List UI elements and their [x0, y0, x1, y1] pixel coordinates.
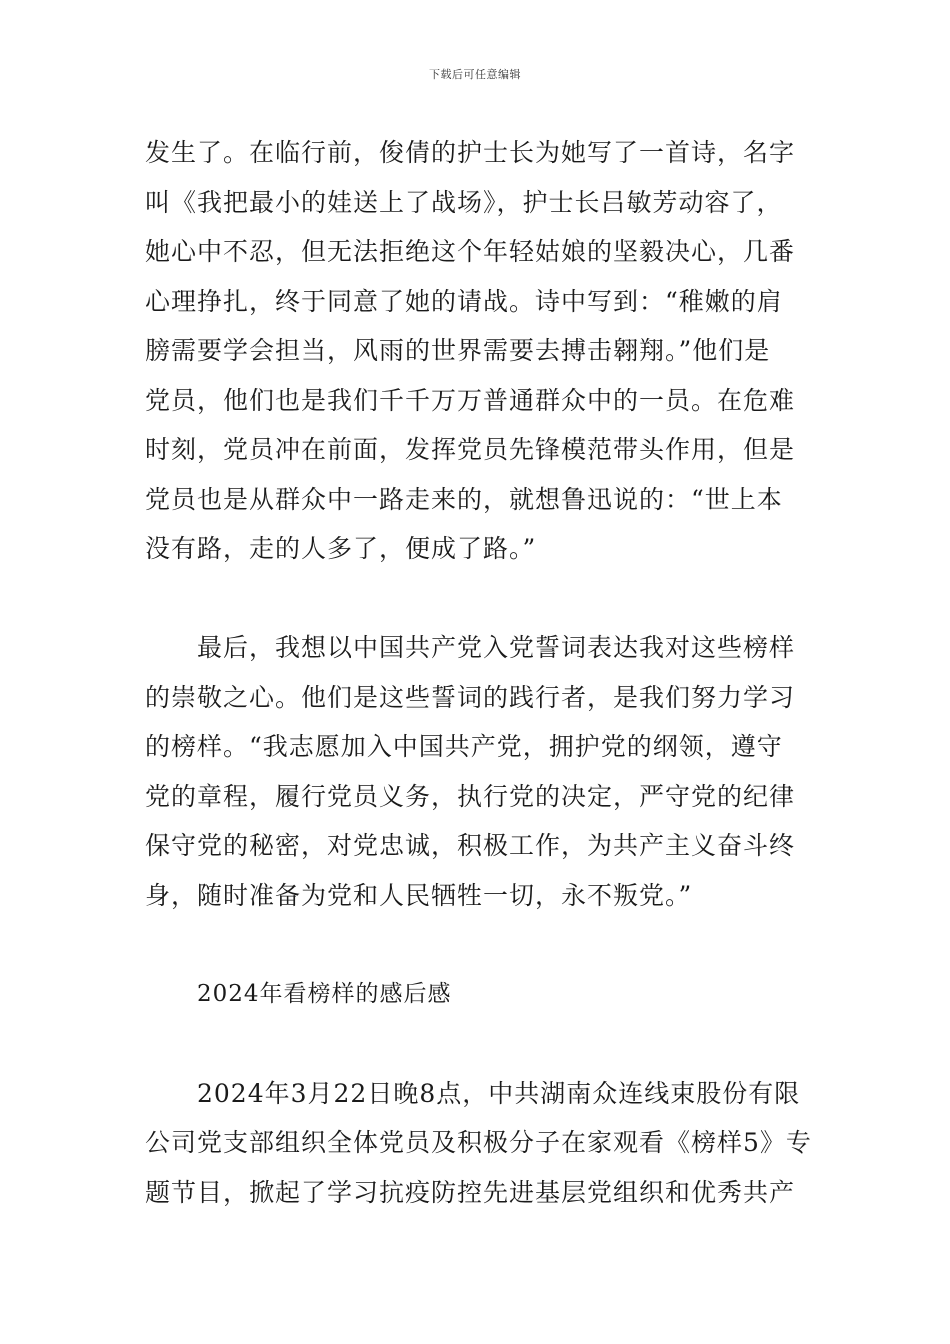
paragraph-line: 发生了。在临行前，俊倩的护士长为她写了一首诗，名字: [145, 138, 796, 167]
paragraph-line: 党的章程，履行党员义务，执行党的决定，严守党的纪律: [145, 781, 796, 811]
paragraph-line: 身，随时准备为党和人民牺牲一切，永不叛党。”: [145, 880, 693, 910]
paragraph-line: 她心中不忍，但无法拒绝这个年轻姑娘的坚毅决心，几番: [145, 237, 796, 266]
document-body: [145, 128, 812, 1217]
paragraph-line: 2024年3月22日晚8点，中共湖南众连线束股份有限: [197, 1078, 801, 1108]
paragraph-1: [145, 128, 809, 574]
paragraph-line: 党员，他们也是我们千千万万普通群众中的一员。在危难: [145, 385, 796, 415]
paragraph-2: [145, 623, 809, 920]
paragraph-line: 的榜样。“我志愿加入中国共产党，拥护党的纲领，遵守: [145, 732, 783, 761]
paragraph-line: 题节目，掀起了学习抗疫防控先进基层党组织和优秀共产: [145, 1177, 796, 1207]
section-title: 2024年看榜样的感后感: [197, 980, 452, 1007]
paragraph-line: 叫《我把最小的娃送上了战场》，护士长吕敏芳动容了，: [145, 187, 783, 217]
paragraph-line: 最后，我想以中国共产党入党誓词表达我对这些榜样: [197, 633, 796, 662]
paragraph-spacer: [145, 574, 809, 624]
paragraph-line: 公司党支部组织全体党员及积极分子在家观看《榜样5》专: [145, 1128, 812, 1157]
paragraph-3: [145, 1069, 812, 1218]
paragraph-line: 没有路，走的人多了，便成了路。”: [145, 534, 537, 563]
paragraph-line: 时刻，党员冲在前面，发挥党员先锋模范带头作用，但是: [145, 435, 796, 464]
paragraph-spacer: [145, 920, 809, 970]
paragraph-line: 膀需要学会担当，风雨的世界需要去搏击翱翔。”他们是: [145, 336, 771, 365]
paragraph-line: 保守党的秘密，对党忠诚，积极工作，为共产主义奋斗终: [145, 831, 796, 860]
paragraph-spacer: [145, 1019, 809, 1069]
paragraph-line: 的崇敬之心。他们是这些誓词的践行者，是我们努力学习: [145, 682, 796, 712]
paragraph-line: 心理挣扎，终于同意了她的请战。诗中写到：“稚嫩的肩: [145, 286, 783, 316]
header-note: 下载后可任意编辑: [429, 68, 521, 81]
paragraph-line: 党员也是从群众中一路走来的，就想鲁迅说的：“世上本: [145, 484, 783, 514]
